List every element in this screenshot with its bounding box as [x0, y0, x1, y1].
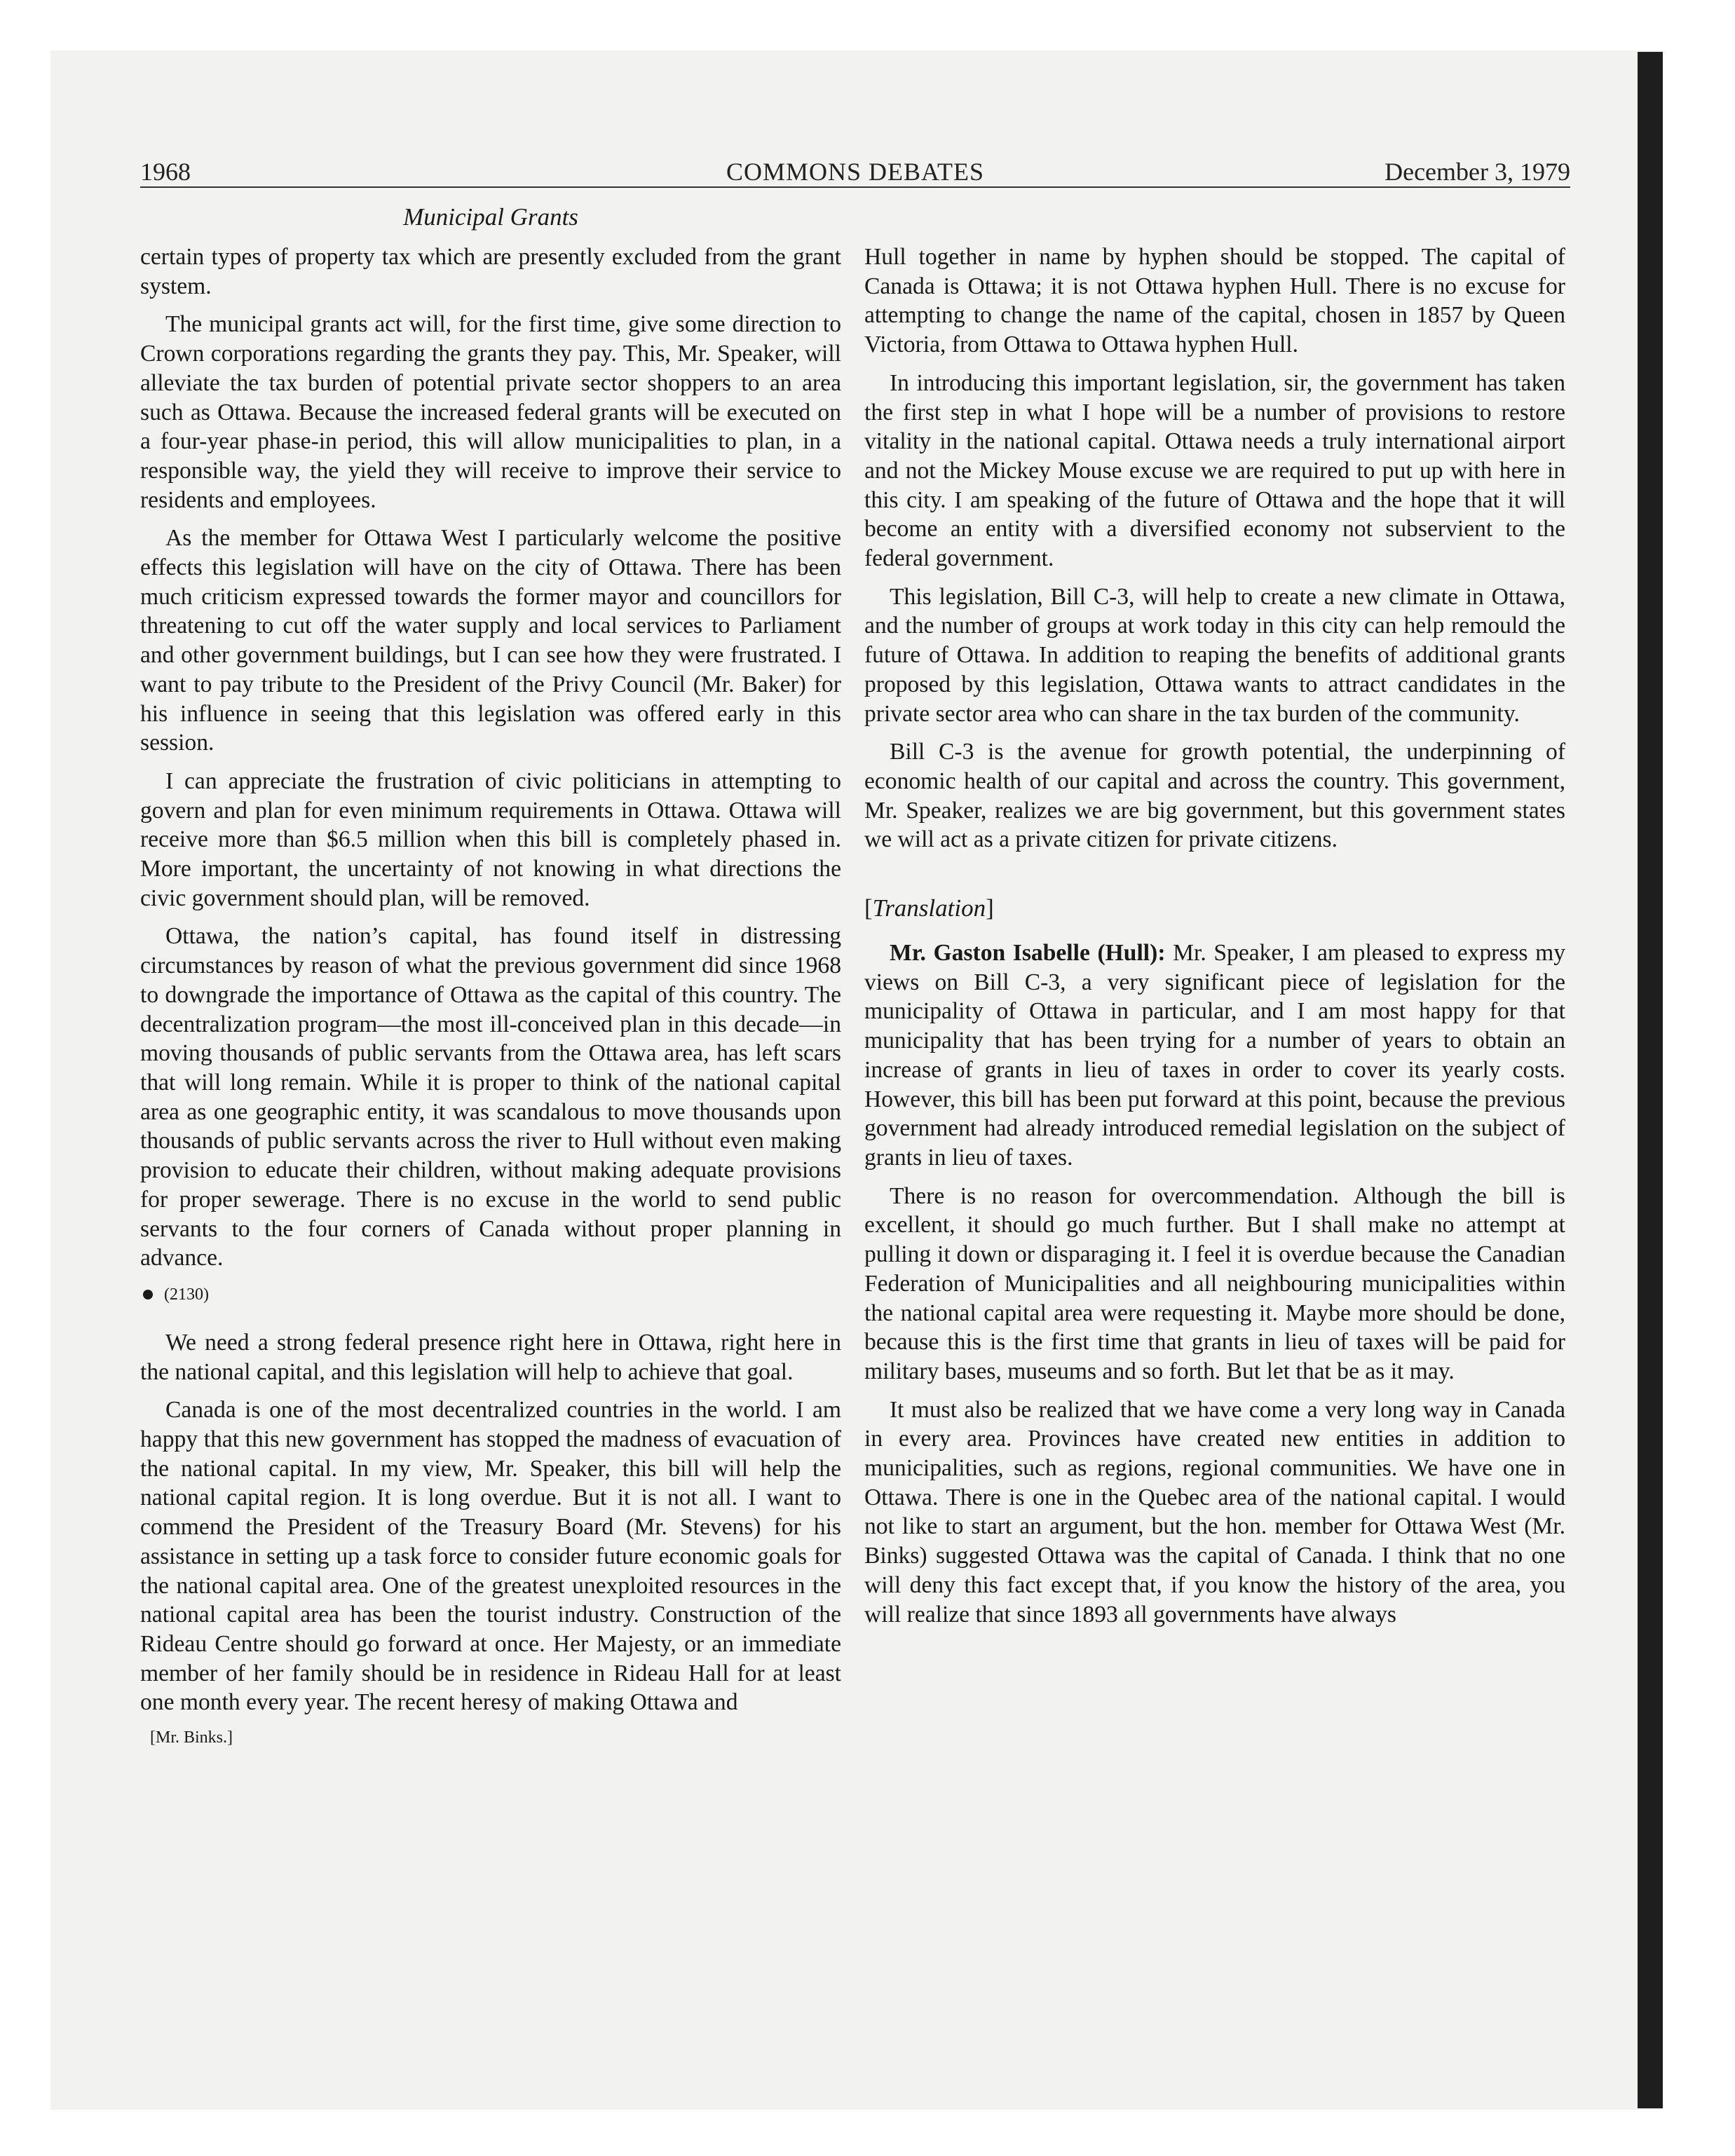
paragraph: This legislation, Bill C-3, will help to create a new climate in Ottawa, and the number of groups at work today in this city can help remould the future of Ottawa. In addition to reaping the benefits of additional grants proposed by this legislation, Ottawa wants to attract candidates in the private sector area who can share in the tax burden of the community.: [864, 583, 1565, 727]
left-column: [140, 243, 841, 1748]
header-rule: [140, 186, 1570, 188]
paragraph: Bill C-3 is the avenue for growth potential, the underpinning of economic health of our capital and across the country. This government, Mr. Speaker, realizes we are big government, but this government states we will act as a private citizen for private citizens.: [864, 739, 1565, 853]
publication-title: COMMONS DEBATES: [726, 158, 985, 186]
paragraph: It must also be realized that we have come a very long way in Canada in every area. Provinces have created new entities in addition to municipalities, such as regions, regional communities. We have one in Ottawa. There is one in the Quebec area of the national capital. I would not like to start an argument, but the hon. member for Ottawa West (Mr. Binks) suggested Ottawa was the capital of Canada. I think that no one will deny this fact except that, if you know the history of the area, you will realize that since 1893 all governments have always: [864, 1396, 1565, 1628]
paragraph: We need a strong federal presence right here in Ottawa, right here in the national capital, and this legislation will help to achieve that goal.: [140, 1329, 841, 1385]
paragraph: The municipal grants act will, for the first time, give some direction to Crown corporations regarding the grants they pay. This, Mr. Speaker, will alleviate the tax burden of potential private sector shoppers to an area such as Ottawa. Because the increased federal grants will be executed on a four-year phase-in period, this will allow municipalities to plan, in a responsible way, the yield they will receive to improve their service to residents and employees.: [140, 311, 841, 513]
section-title: Municipal Grants: [403, 203, 578, 231]
time-marker-label: (2130): [164, 1285, 209, 1304]
page-number: 1968: [140, 158, 191, 186]
translation-label: [Translation]: [864, 894, 994, 922]
bullet-dot-icon: [143, 1290, 153, 1299]
speaker-name: Mr. Gaston Isabelle (Hull):: [890, 940, 1166, 967]
paragraph: In introducing this important legislation, sir, the government has taken the first step in what I hope will be a number of provisions to restore vitality in the national capital. Ottawa needs a truly international airport and not the Mickey Mouse excuse we are required to put up with here in this city. I am speaking of the future of Ottawa and the hope that it will become an entity with a diversified economy not subservient to the federal government.: [864, 369, 1565, 572]
speaker-note: [Mr. Binks.]: [150, 1728, 233, 1747]
paragraph: Hull together in name by hyphen should be stopped. The capital of Canada is Ottawa; it is not Ottawa hyphen Hull. There is no excuse for attempting to change the name of the capital, chosen in 1857 by Queen Victoria, from Ottawa to Ottawa hyphen Hull.: [864, 244, 1565, 358]
speech-paragraph: [864, 939, 1565, 1173]
translation-label-text: Translation: [872, 894, 986, 922]
right-column: [864, 243, 1565, 1638]
paragraph: There is no reason for overcommendation. Although the bill is excellent, it should go much further. But I shall make no attempt at pulling it down or disparaging it. I feel it is overdue because the Canadian Federation of Municipalities and all neighbouring municipalities within the national capital area were requesting it. Maybe more should be done, because this is the first time that grants in lieu of taxes will be paid for military bases, museums and so forth. But let that be as it may.: [864, 1182, 1565, 1384]
paragraph: Ottawa, the nation’s capital, has found itself in distressing circumstances by reason of what the previous government did since 1968 to downgrade the importance of Ottawa as the capital of this country. The decentralization program—the most ill-conceived plan in this decade—in moving thousands of public servants from the Ottawa area, has left scars that will long remain. While it is proper to think of the national capital area as one geographic entity, it was scandalous to move thousands upon thousands of public servants across the river to Hull without even making provision to educate their children, without making adequate provisions for proper sewerage. There is no excuse in the world to send public servants to the four corners of Canada without proper planning in advance.: [140, 923, 841, 1271]
page-header: [140, 156, 1570, 188]
paragraph: I can appreciate the frustration of civic politicians in attempting to govern and plan for even minimum requirements in Ottawa. Ottawa will receive more than $6.5 million when this bill is completely phased in. More important, the uncertainty of not knowing in what directions the civic government should plan, will be removed.: [140, 767, 841, 911]
scan-edge-shadow: [1638, 52, 1663, 2108]
paragraph: certain types of property tax which are presently excluded from the grant system.: [140, 244, 841, 299]
time-marker: [140, 1282, 841, 1307]
header-date: December 3, 1979: [1384, 158, 1570, 186]
paragraph: Canada is one of the most decentralized countries in the world. I am happy that this new government has stopped the madness of evacuation of the national capital. In my view, Mr. Speaker, this bill will help the national capital region. It is long overdue. But it is not all. I want to commend the President of the Treasury Board (Mr. Stevens) for his assistance in setting up a task force to consider future economic goals for the national capital area. One of the greatest unexploited resources in the national capital area has been the tourist industry. Construction of the Rideau Centre should go forward at once. Her Majesty, or an immediate member of her family should be in residence in Rideau Hall for at least one month every year. The recent heresy of making Ottawa and: [140, 1397, 841, 1716]
paragraph: As the member for Ottawa West I particularly welcome the positive effects this legislation will have on the city of Ottawa. There has been much criticism expressed towards the former mayor and councillors for threatening to cut off the water supply and local services to Parliament and other government buildings, but I can see how they were frustrated. I want to pay tribute to the President of the Privy Council (Mr. Baker) for his influence in seeing that this legislation was offered early in this session.: [140, 525, 841, 756]
speech-text: Mr. Speaker, I am pleased to express my views on Bill C-3, a very significant piece of legislation for the municipality of Ottawa in particular, and I am most happy for that municipality that has been trying for a number of years to obtain an increase of grants in lieu of taxes in order to cover its yearly costs. However, this bill has been put forward at this point, because the previous government had already introduced remedial legislation on the subject of grants in lieu of taxes.: [864, 940, 1565, 1171]
